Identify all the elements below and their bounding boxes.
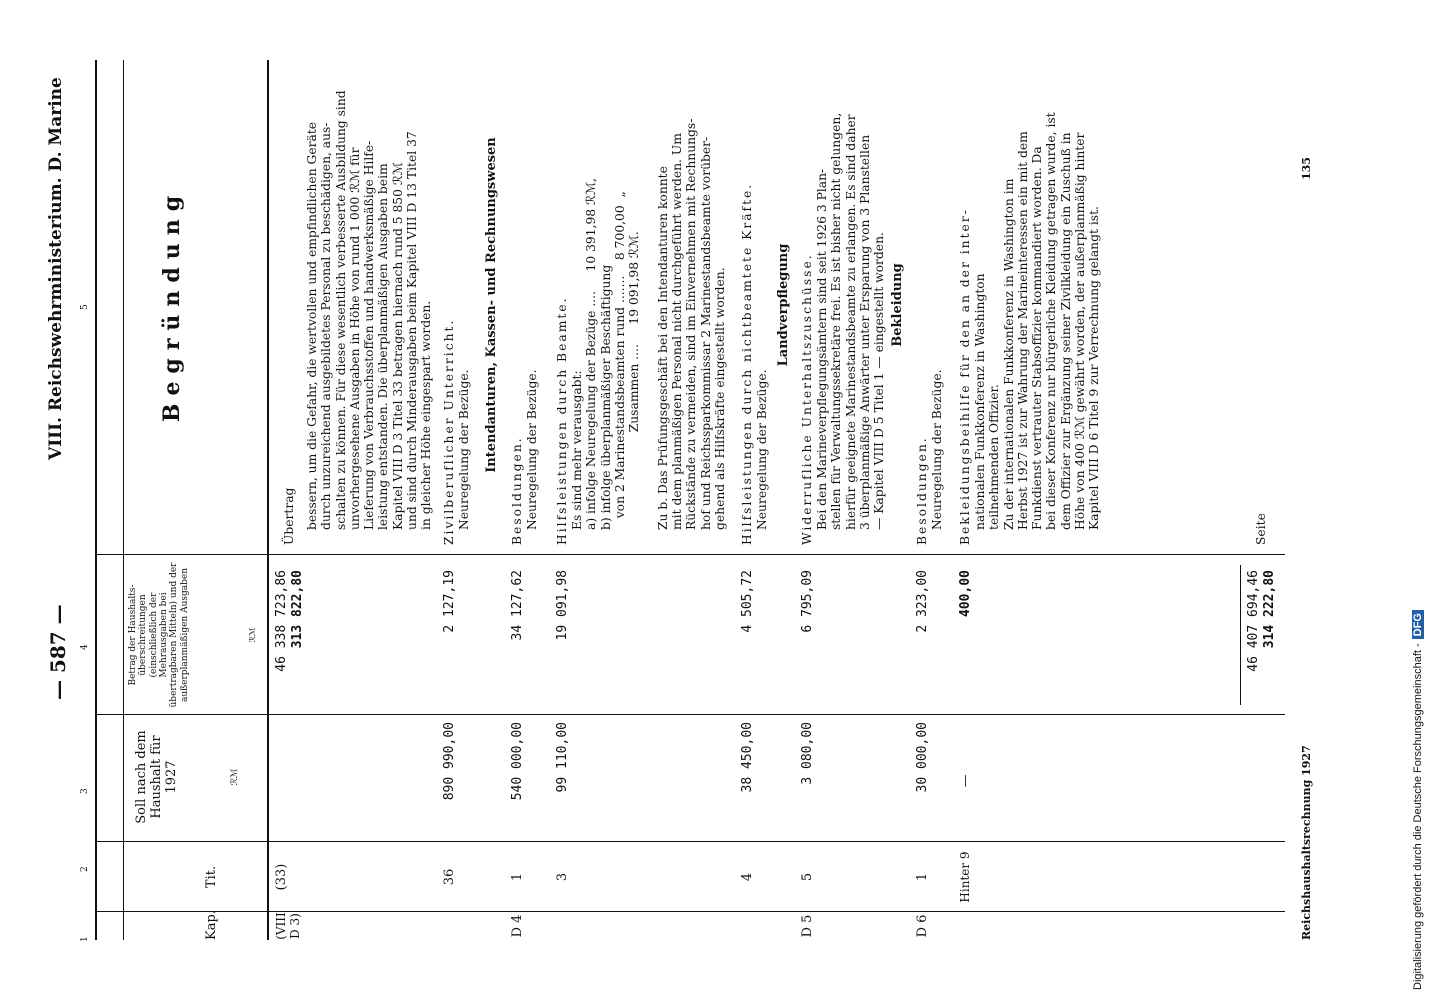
- row6-tit: 5: [800, 872, 815, 882]
- page-number: — 587 —: [46, 604, 70, 700]
- col-number-1: 1: [80, 936, 90, 942]
- side-note-text: Digitalisierung gefördert durch die Deutsche Forschungsgemeinschaft -: [1412, 643, 1424, 990]
- page-title: VIII. Reichswehrministerium. D. Marine: [46, 77, 66, 460]
- row5-label: Hilfsleistungen durch nichtbeamtete Kräfte.: [740, 182, 754, 545]
- row5-betrag: 4 505,72: [740, 570, 755, 633]
- row7-kap: D 6: [915, 914, 930, 938]
- row4-betrag: 19 091,98: [555, 570, 570, 641]
- text-line: unvorhergesehene Ausgaben in Höhe von rund 1 000 ℛℳ für: [347, 147, 362, 530]
- row7-soll: 30 000,00: [915, 722, 930, 793]
- text-line: Zu b. Das Prüfungsgeschäft bei den Intendanturen konnte: [655, 166, 670, 530]
- row8-soll: —: [958, 774, 973, 788]
- row4-text: [570, 119, 727, 530]
- section-bekleidung: Bekleidung: [890, 263, 905, 347]
- text-line: Zusammen .... 19 091,98 ℛℳ.: [627, 231, 642, 530]
- row7-label: Besoldungen.: [915, 436, 929, 545]
- text-line: mit dem planmäßigen Personal nicht durchgeführt werden. Um: [670, 133, 685, 530]
- row1-tit: (33): [274, 863, 289, 891]
- text-line: und sind durch Minderausgaben beim Kapitel VIII D 13 Titel 37: [405, 131, 420, 530]
- row2-soll: 890 990,00: [442, 722, 457, 801]
- text-line: [641, 119, 655, 530]
- total-betrag-a: 46 407 694,46: [1246, 570, 1261, 672]
- header-soll: Soll nach dem Haushalt für 1927: [134, 730, 179, 824]
- header-tit: Tit.: [204, 865, 219, 889]
- row8-tit: Hinter 9: [958, 851, 972, 903]
- text-line: Herbst 1927 ist zur Wahrung der Marineinteressen ein mit dem: [1015, 131, 1030, 530]
- row8-text: [973, 112, 1102, 530]
- header-bottom-rule: [267, 60, 269, 940]
- text-line: hof und Reichssparkommissar 2 Marinestandsbeamte vorüber-: [698, 136, 713, 530]
- text-line: bei dieser Konferenz nur bürgerliche Kleidung getragen wurde, ist: [1044, 112, 1059, 530]
- text-line: Kapitel VIII D 6 Titel 9 zur Verrechnung gelangt ist.: [1087, 206, 1102, 530]
- text-line: Höhe von 400 ℛℳ gewährt worden, der außerplanmäßig hinter: [1073, 132, 1088, 530]
- col-divider-betrag: [95, 554, 1285, 555]
- row3-label: Besoldungen.: [510, 436, 524, 545]
- text-line: hierfür geeignete Marinestandsbeamte zu erlangen. Es sind daher: [843, 114, 858, 530]
- row2-text: [457, 369, 471, 530]
- row6-kap: D 5: [800, 914, 815, 938]
- row7-text: [930, 369, 944, 530]
- text-line: b) infolge überplanmäßiger Beschäftigung: [598, 264, 613, 530]
- row5-text: [755, 369, 769, 530]
- header-begruendung: Begründung: [159, 187, 185, 423]
- text-line: Neuregelung der Bezüge.: [457, 369, 471, 530]
- text-line: Neuregelung der Bezüge.: [930, 369, 944, 530]
- table-top-rule: [95, 60, 97, 940]
- dfg-logo: DFG: [1412, 610, 1424, 639]
- text-line: a) infolge Neuregelung der Bezüge .... 10 391,98 ℛℳ,: [584, 178, 599, 530]
- row2-tit: 36: [442, 868, 457, 886]
- row6-betrag: 6 795,09: [800, 570, 815, 633]
- text-line: durch unzureichend ausgebildetes Personal zu beschädigen, aus-: [319, 122, 334, 530]
- text-line: Neuregelung der Bezüge.: [525, 369, 539, 530]
- text-line: leistung entstanden. Die überplanmäßigen Ausgaben beim: [376, 163, 391, 530]
- row2-betrag: 2 127,19: [442, 570, 457, 633]
- row1-betrag-a: 46 338 723,86: [274, 570, 289, 672]
- row1-kap: (VIII D 3): [274, 912, 302, 940]
- text-line: — Kapitel VIII D 5 Titel 1 — eingestellt worden.: [872, 232, 887, 530]
- text-line: Es sind mehr verausgabt:: [570, 370, 584, 530]
- text-line: von 2 Marinestandsbeamten rund ....... 8 700,00 „: [612, 191, 627, 530]
- total-betrag-b: 314 222,80: [1262, 570, 1277, 649]
- row3-tit: 1: [510, 872, 525, 882]
- text-line: gehend als Hilfskräfte eingestellt worden.: [712, 267, 727, 530]
- row6-label: Widerrufliche Unterhaltszuschüsse.: [800, 253, 814, 545]
- row1-betrag-b: 313 822,80: [290, 570, 305, 649]
- row3-text: [525, 369, 539, 530]
- text-line: nationalen Funkkonferenz in Washington: [973, 273, 987, 530]
- row3-kap: D 4: [510, 914, 525, 938]
- text-line: dem Offizier zur Ergänzung seiner Zivilkleidung ein Zuschuß in: [1058, 132, 1073, 530]
- row7-tit: 1: [915, 872, 930, 882]
- col-number-5: 5: [80, 304, 90, 310]
- section-intendanturen: Intendanturen, Kassen- und Rechnungswesen: [484, 137, 499, 473]
- header-betrag-unit: ℛℳ: [248, 627, 257, 643]
- row1-label: Übertrag: [282, 487, 296, 545]
- text-line: Zu der internationalen Funkkonferenz in Washington im: [1001, 178, 1016, 530]
- col-number-2: 2: [80, 866, 90, 872]
- row5-soll: 38 450,00: [740, 722, 755, 793]
- row3-betrag: 34 127,62: [510, 570, 525, 641]
- row4-soll: 99 110,00: [555, 722, 570, 793]
- row6-soll: 3 080,00: [800, 722, 815, 785]
- section-landverpflegung: Landverpflegung: [776, 243, 791, 367]
- header-soll-unit: ℛℳ: [230, 768, 240, 786]
- text-line: teilnehmenden Offizier.: [987, 384, 1002, 530]
- row8-betrag: 400,00: [958, 570, 973, 617]
- text-line: Neuregelung der Bezüge.: [755, 369, 769, 530]
- footer-left: Reichshaushaltsrechnung 1927: [1300, 745, 1313, 940]
- total-label: Seite: [1254, 513, 1268, 545]
- text-line: schalten zu können. Für diese wesentlich verbesserte Ausbildung sind: [333, 90, 348, 530]
- text-line: 3 überplanmäßige Anwärter unter Ersparung von 3 Planstellen: [857, 134, 872, 530]
- row5-tit: 4: [740, 872, 755, 882]
- text-line: stellen für Verwaltungssekretäre frei. Es ist bisher nicht gelungen,: [829, 112, 844, 530]
- side-note: [1412, 10, 1430, 990]
- row8-label: Bekleidungsbeihilfe für den an der inter-: [958, 208, 972, 545]
- text-line: bessern, um die Gefahr, die wertvollen und empfindlichen Geräte: [305, 121, 319, 530]
- header-kap: Kap.: [204, 910, 219, 940]
- row7-betrag: 2 323,00: [915, 570, 930, 633]
- text-line: Funkdienst vertrauter Stabsoffizier kommandiert worden. Da: [1030, 146, 1045, 530]
- row4-tit: 3: [555, 872, 570, 882]
- col-divider-soll: [95, 714, 1285, 715]
- text-line: Rückstände zu vermeiden, sind im Einvernehmen mit Rechnungs-: [684, 118, 699, 530]
- text-line: in gleicher Höhe eingespart worden.: [419, 300, 434, 530]
- header-betrag: Betrag der Haushalts- überschreitungen (einschließlich der Mehrausgaben bei übertragbaren Mitteln) und der außerplanmäßigen Ausgaben: [128, 562, 190, 708]
- text-line: Kapitel VIII D 3 Titel 33 betragen hiernach rund 5 850 ℛℳ: [390, 162, 405, 530]
- total-rule: [1240, 565, 1241, 705]
- row4-label: Hilfsleistungen durch Beamte.: [555, 296, 569, 545]
- text-line: Lieferung von Verbrauchsstoffen und handwerksmäßige Hilfe-: [362, 140, 377, 530]
- row2-label: Zivilberuflicher Unterricht.: [442, 318, 456, 545]
- row1-text: [305, 90, 434, 530]
- row3-soll: 540 000,00: [510, 722, 525, 801]
- footer-right: 135: [1300, 157, 1313, 180]
- text-line: Bei den Marineverpflegungsämtern sind seit 1926 3 Plan-: [815, 168, 829, 530]
- row6-text: [815, 113, 886, 530]
- col-number-4: 4: [80, 644, 90, 650]
- col-number-3: 3: [80, 788, 90, 794]
- header-column-rule: [123, 60, 124, 940]
